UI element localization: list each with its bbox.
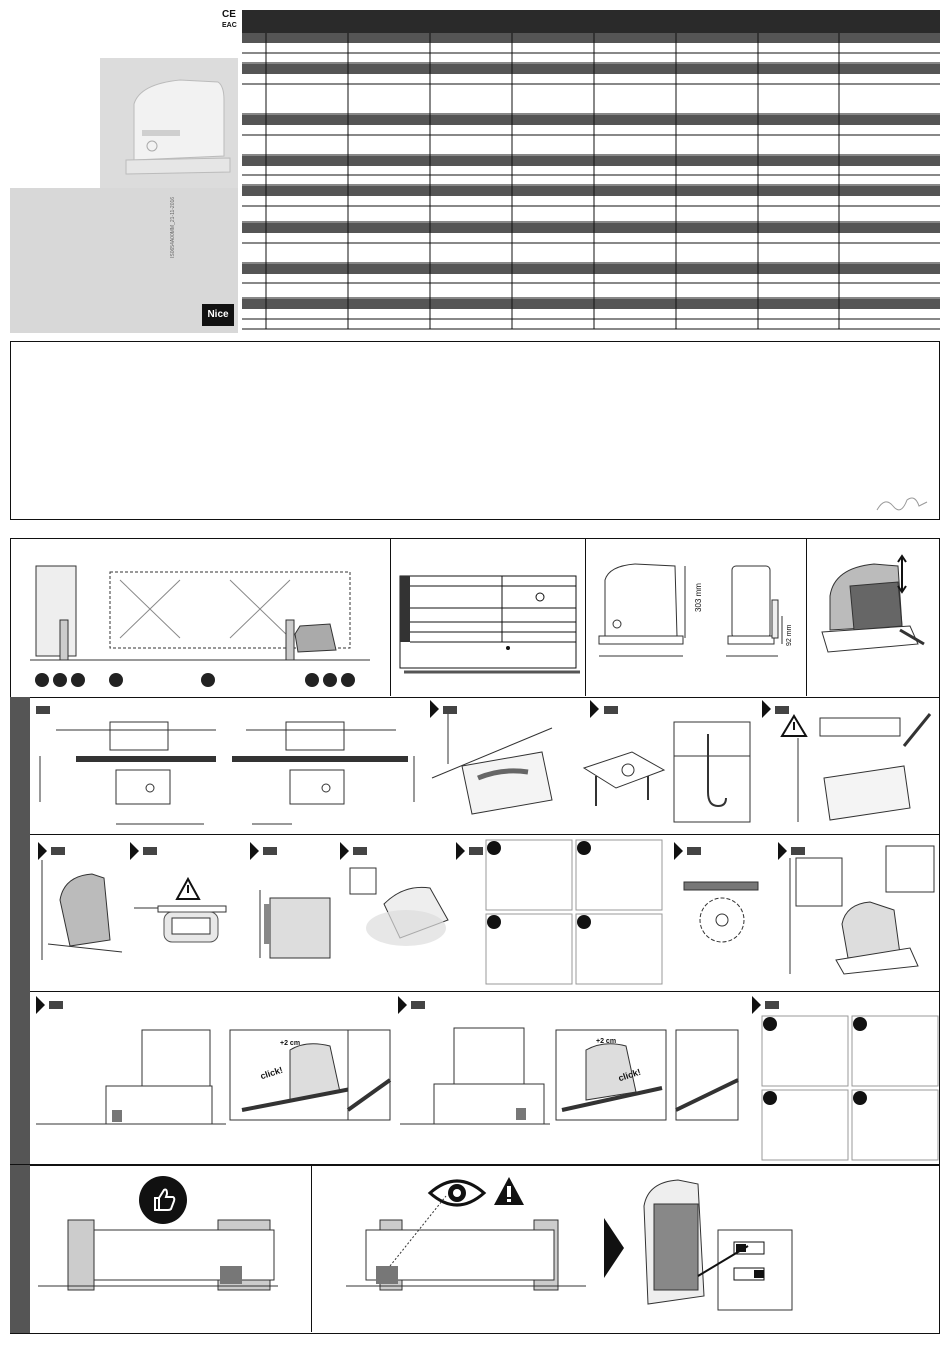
plus-2cm-label: +2 cm — [596, 1038, 617, 1045]
motor-position-figure — [256, 890, 336, 960]
vertical-code: IS0654A00MM_21-11-2016 — [170, 196, 176, 258]
eac-mark-icon: EAC — [222, 22, 237, 29]
arrow-right-icon — [604, 1218, 624, 1278]
spec-table — [242, 10, 940, 332]
fig-tag-3e — [469, 847, 483, 855]
dimensions-front-figure — [595, 560, 700, 665]
warning-mark — [507, 1186, 511, 1197]
fixing-screws-figure — [344, 864, 454, 954]
divider-2 — [585, 538, 586, 696]
step-arrow-icon — [752, 996, 761, 1014]
eye-icon — [428, 1175, 486, 1211]
plus-2cm-label: +2 cm — [280, 1040, 301, 1047]
fig-tag-3f — [687, 847, 701, 855]
fig-tag-4a — [49, 1001, 63, 1009]
installation-dims-figure — [36, 716, 426, 831]
step-arrow-icon — [250, 842, 259, 860]
cover-removal-figure — [814, 556, 932, 666]
foundation-box-figure — [432, 714, 572, 824]
spec-table-grid — [242, 10, 940, 332]
anchor-bolt-detail-figure — [674, 722, 754, 826]
gate-limit-figure — [346, 1220, 586, 1296]
sidebar-step-4 — [10, 991, 30, 1164]
release-sequence-figure — [486, 840, 666, 984]
ce-mark-icon: CE — [222, 9, 236, 20]
fig-tag-3c — [263, 847, 277, 855]
cover-block — [10, 8, 238, 333]
step-arrow-icon — [130, 842, 139, 860]
gate-correct-figure — [38, 1220, 278, 1296]
signature-mark — [875, 492, 930, 516]
fig-tag-2a — [36, 706, 50, 714]
warning-dot — [507, 1199, 511, 1202]
divider-3 — [806, 538, 807, 696]
nice-logo: Nice — [202, 304, 234, 326]
click-label: click! — [259, 1064, 284, 1082]
gate-close-figure — [36, 1030, 226, 1130]
limits-table-figure — [398, 574, 580, 674]
fig-tag-4c — [765, 1001, 779, 1009]
height-label: 303 mm — [694, 583, 703, 612]
anchor-plate-figure — [582, 730, 672, 810]
rack-screw-figure-a — [348, 1030, 392, 1122]
click-label: click! — [617, 1066, 642, 1084]
declaration-box — [10, 341, 940, 520]
thumbs-up-glyph — [149, 1186, 177, 1214]
step-arrow-icon — [674, 842, 683, 860]
divider-4 — [311, 1165, 312, 1332]
fig-tag-2b — [443, 706, 457, 714]
fig-tag-2c — [604, 706, 618, 714]
step-arrow-icon — [340, 842, 349, 860]
fig-tag-3d — [353, 847, 367, 855]
step-arrow-icon — [38, 842, 47, 860]
step-arrow-icon — [590, 700, 599, 718]
base-label: 92 mm — [786, 624, 793, 646]
step-arrow-icon — [398, 996, 407, 1014]
control-unit-figure — [638, 1176, 798, 1316]
step-arrow-icon — [36, 996, 45, 1014]
concrete-pour-figure — [764, 712, 938, 830]
gear-rack-figure — [676, 878, 766, 958]
rack-install-figure — [790, 844, 938, 974]
warning-icon — [176, 878, 200, 900]
rack-screw-figure-b — [676, 1030, 740, 1122]
motor-illustration — [120, 76, 230, 181]
motor-lift-figure — [36, 860, 126, 965]
sidebar-step-5 — [10, 1165, 30, 1333]
gate-open-figure — [400, 1028, 550, 1128]
step-arrow-icon — [456, 842, 465, 860]
fig-tag-3a — [51, 847, 65, 855]
divider-1 — [390, 538, 391, 696]
dimensions-side-figure — [722, 560, 802, 665]
lock-sequence-figure — [762, 1016, 938, 1162]
sidebar-step-2 — [10, 697, 30, 834]
fig-tag-3b — [143, 847, 157, 855]
installation-overview-figure — [30, 560, 380, 690]
sidebar-step-3 — [10, 834, 30, 991]
fig-tag-4b — [411, 1001, 425, 1009]
step-arrow-icon — [778, 842, 787, 860]
leveling-figure — [134, 898, 244, 948]
